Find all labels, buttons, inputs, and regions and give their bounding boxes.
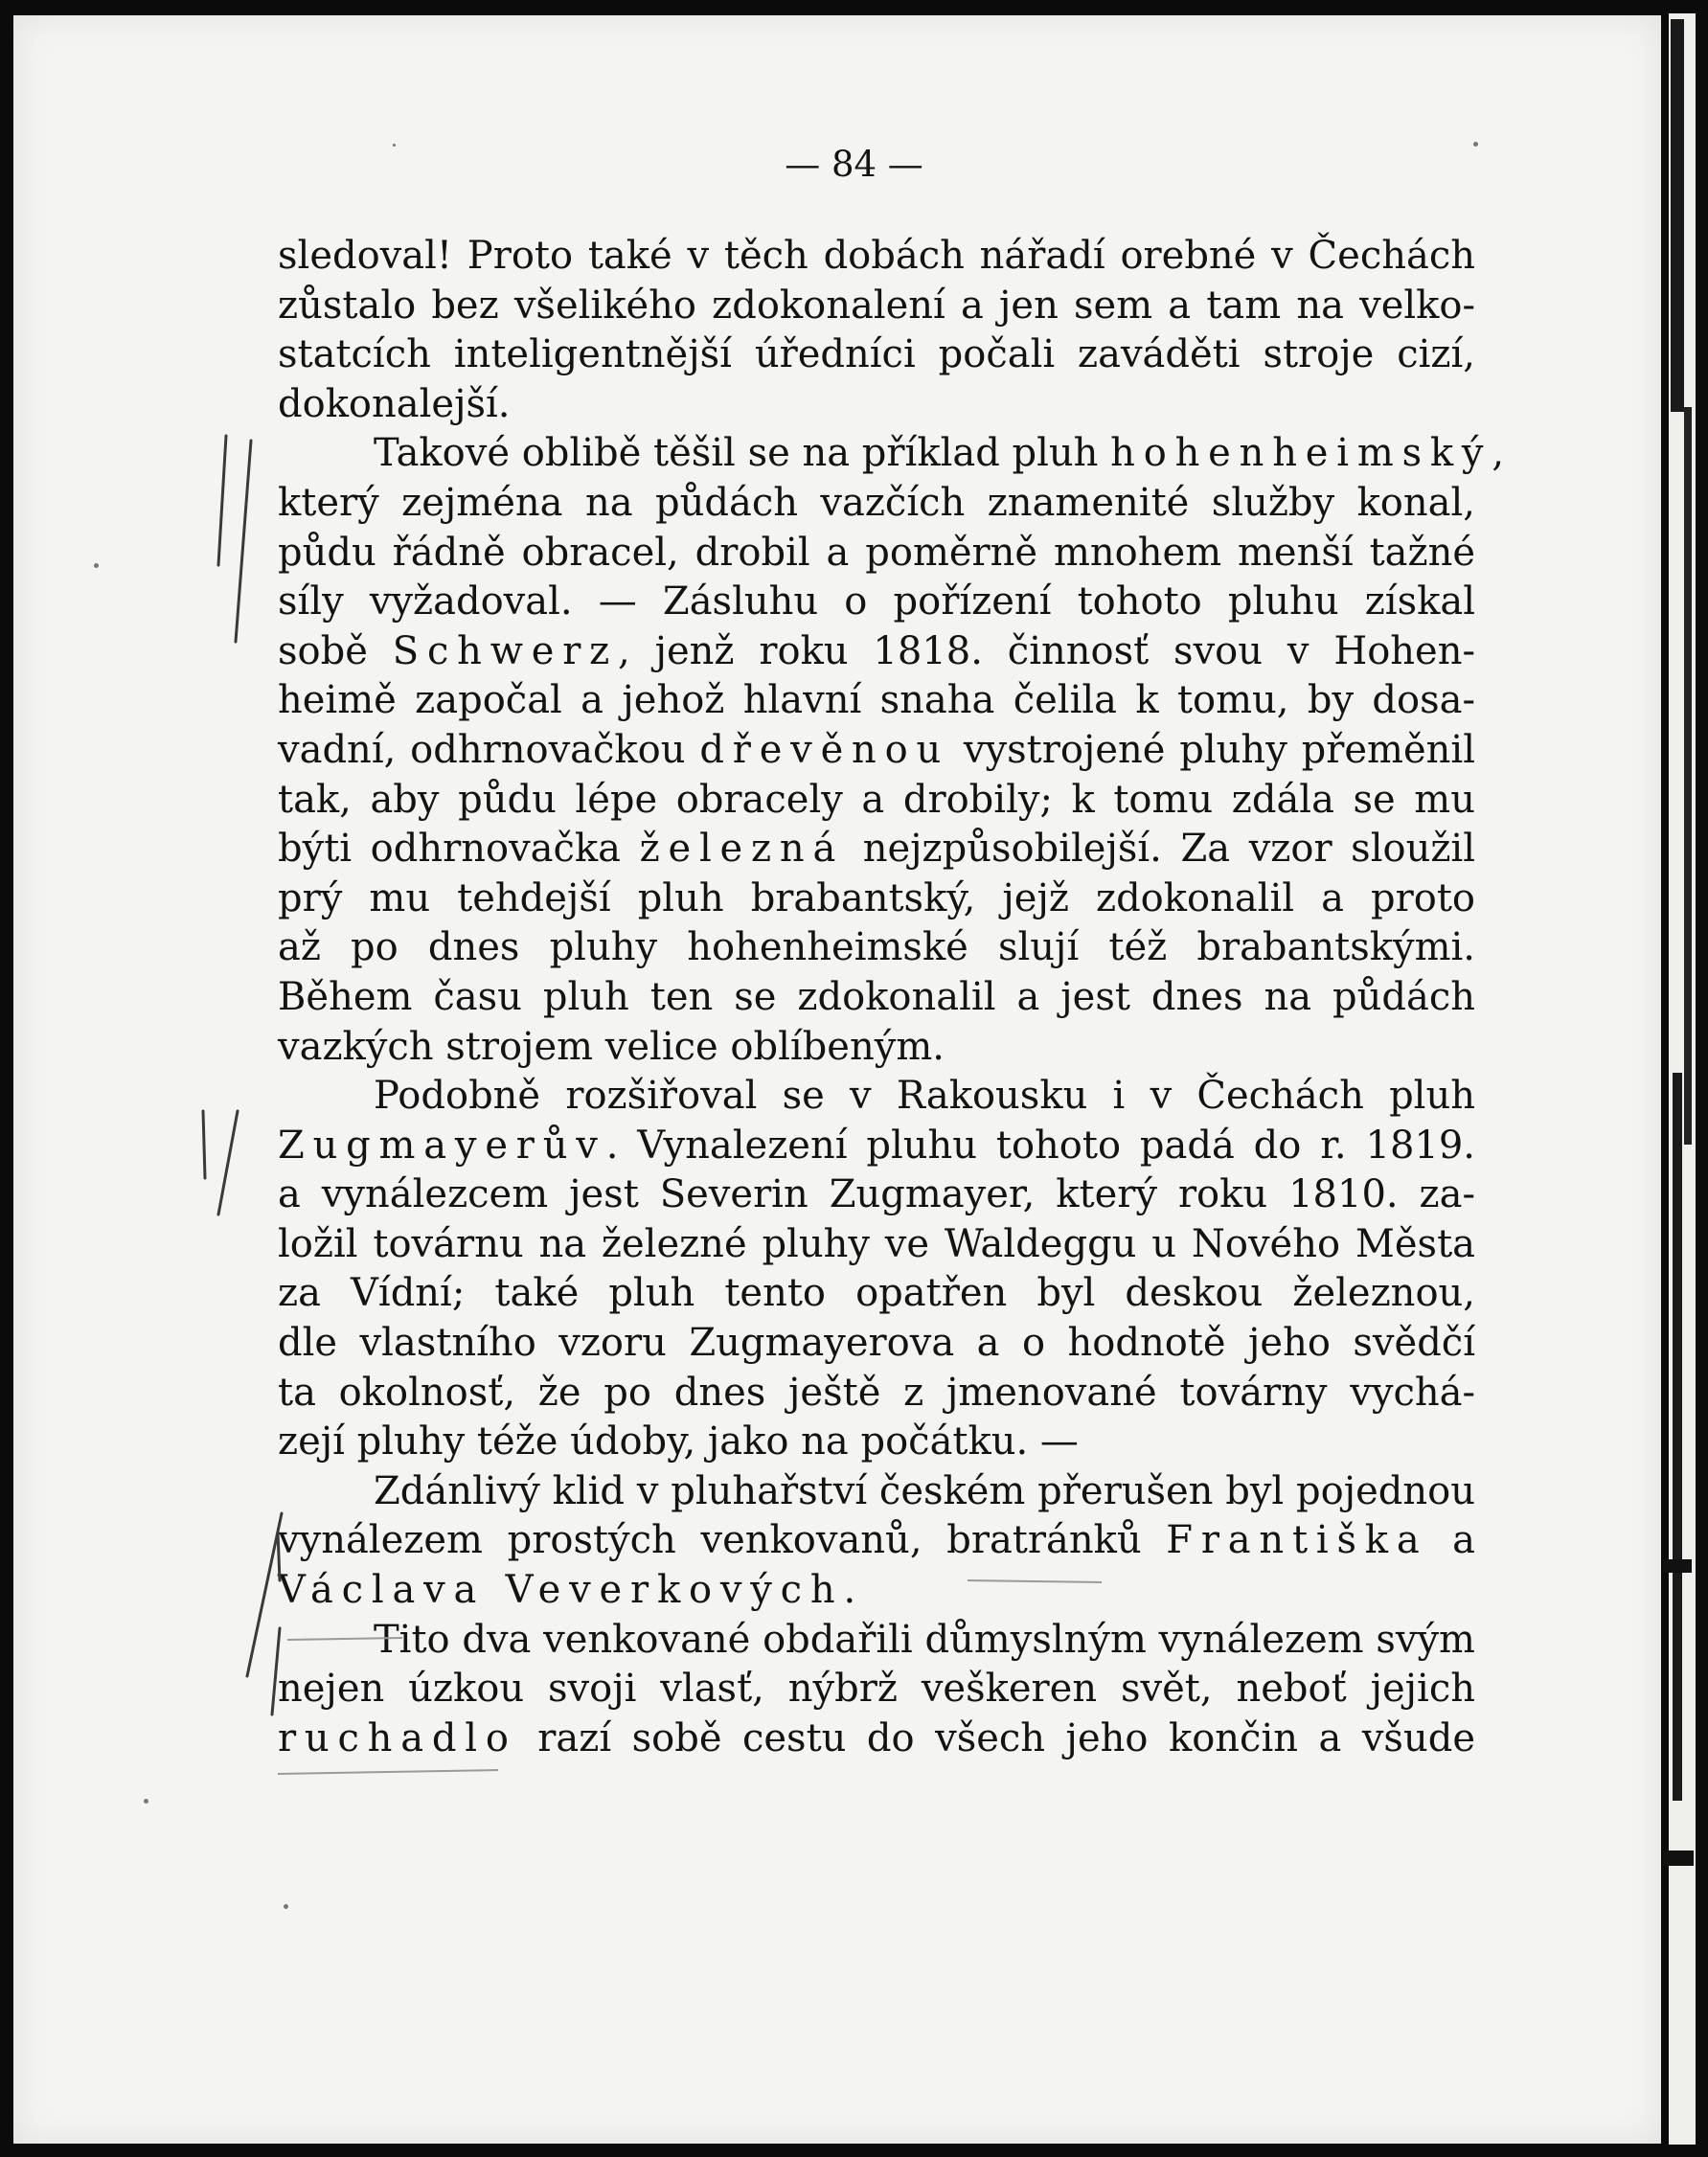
text-segment: , — [1492, 431, 1505, 476]
text-line — [278, 1023, 1475, 1073]
text-line — [278, 676, 1475, 726]
paper-speck — [284, 1904, 288, 1909]
body-text — [278, 232, 1505, 1763]
text-segment: který zejména na půdách vazčích znamenité služby konal, — [278, 480, 1475, 525]
leaf-edge-shadow-bottom — [1673, 1073, 1682, 1801]
paper-speck — [1473, 142, 1478, 147]
text-segment: . — [843, 1568, 856, 1613]
text-segment: a — [1427, 1518, 1476, 1563]
text-segment: heimě započal a jehož hlavní snaha čelila k tomu, by dosa- — [278, 678, 1475, 723]
text-segment: Takové oblibě těšil se na příklad pluh — [374, 431, 1111, 476]
text-line — [278, 1072, 1475, 1122]
text-segment: vazkých strojem velice oblíbeným. — [278, 1024, 945, 1069]
leaf-edge-shadow-top — [1671, 19, 1684, 412]
text-line — [278, 1269, 1475, 1319]
text-segment: zejí pluhy téže údoby, jako na počátku. — — [278, 1419, 1079, 1464]
paper-speck — [393, 144, 396, 147]
spaced-emphasis-text: dřevěnou — [699, 727, 950, 772]
text-segment: Zdánlivý klid v pluhařství českém přerušen byl pojednou — [374, 1468, 1475, 1513]
text-segment: a vynálezcem jest Severin Zugmayer, který roku 1810. za- — [278, 1172, 1475, 1217]
paper-speck — [144, 1799, 148, 1804]
text-line — [278, 1714, 1475, 1764]
text-segment: Tito dva venkované obdařili důmyslným vynálezem svým — [374, 1617, 1475, 1662]
text-line — [278, 874, 1475, 924]
text-segment: Během času pluh ten se zdokonalil a jest dnes na půdách — [278, 974, 1475, 1019]
text-segment: za Vídní; také pluh tento opatřen byl deskou železnou, — [278, 1271, 1475, 1316]
text-segment: vadní, odhrnovačkou — [278, 727, 700, 772]
text-segment: tak, aby půdu lépe obracely a drobily; k tomu zdála se mu — [278, 777, 1475, 822]
text-segment: býti odhrnovačka — [278, 827, 640, 872]
spaced-emphasis-text: ruchadlo — [278, 1715, 517, 1760]
text-segment: razí sobě cestu do všech jeho končin a všude — [516, 1715, 1475, 1760]
spaced-emphasis-text: železná — [639, 827, 845, 872]
spaced-emphasis-text: Schwerz — [392, 628, 619, 673]
spaced-emphasis-text: Františka — [1166, 1518, 1428, 1563]
text-segment: ta okolnosť, že po dnes ještě z jmenované továrny vychá- — [278, 1370, 1475, 1415]
text-line — [278, 1616, 1475, 1666]
text-line — [278, 232, 1475, 282]
text-segment: . Vynalezení pluhu tohoto padá do r. 1819. — [605, 1123, 1475, 1168]
text-segment: sobě — [278, 628, 393, 673]
text-segment: až po dnes pluhy hohenheimské slují též brabantskými. — [278, 925, 1475, 970]
text-line — [278, 1418, 1475, 1467]
text-line — [278, 578, 1475, 627]
paper-speck — [94, 563, 99, 568]
text-line — [278, 429, 1505, 479]
text-segment: nejen úzkou svoji vlasť, nýbrž veškeren svět, neboť jejich — [278, 1667, 1475, 1712]
edge-tab-mark — [1663, 1559, 1692, 1573]
text-segment: vynálezem prostých venkovanů, bratránků — [278, 1518, 1167, 1563]
text-line — [278, 330, 1475, 380]
text-segment: prý mu tehdejší pluh brabantský, jejž zdokonalil a proto — [278, 875, 1475, 920]
text-segment: dle vlastního vzoru Zugmayerova a o hodnotě jeho svědčí — [278, 1321, 1475, 1366]
text-line — [278, 1122, 1475, 1171]
text-line — [278, 1220, 1475, 1270]
text-line — [278, 776, 1475, 826]
text-line — [278, 1319, 1475, 1369]
text-segment: síly vyžadoval. — Zásluhu o pořízení tohoto pluhu získal — [278, 579, 1475, 624]
text-line — [278, 380, 1475, 430]
text-line — [278, 1467, 1475, 1517]
text-line — [278, 726, 1475, 776]
text-line — [278, 973, 1475, 1023]
spaced-emphasis-text: hohenheimský — [1110, 431, 1492, 476]
text-segment: ložil továrnu na železné pluhy ve Waldeggu u Nového Města — [278, 1221, 1475, 1266]
text-line — [278, 825, 1475, 874]
text-line — [278, 479, 1475, 529]
text-line — [278, 1566, 1475, 1616]
text-line — [278, 529, 1475, 579]
text-segment: půdu řádně obracel, drobil a poměrně mnohem menší tažné — [278, 530, 1475, 575]
text-line — [278, 1665, 1475, 1714]
text-segment: dokonalejší. — [278, 381, 511, 426]
leaf-edge-strip — [1684, 407, 1692, 1145]
text-segment: nejzpůsobilejší. Za vzor sloužil — [844, 827, 1475, 872]
text-segment: sledoval! Proto také v těch dobách nářadí orebné v Čechách — [278, 234, 1475, 278]
edge-tab-mark — [1663, 1850, 1694, 1866]
text-line — [278, 282, 1475, 331]
text-segment: vystrojené pluhy přeměnil — [949, 727, 1475, 772]
page-number: — 84 — — [785, 144, 923, 185]
spaced-emphasis-text: Václava Veverkových — [278, 1568, 844, 1613]
text-line — [278, 627, 1475, 677]
text-line — [278, 1369, 1475, 1419]
spaced-emphasis-text: Zugmayerův — [278, 1123, 606, 1168]
text-line — [278, 1170, 1475, 1220]
text-segment: statcích inteligentnější úředníci počali zaváděti stroje cizí, — [278, 332, 1475, 377]
text-line — [278, 923, 1475, 973]
text-segment: zůstalo bez všelikého zdokonalení a jen sem a tam na velko- — [278, 283, 1475, 328]
text-line — [278, 1516, 1475, 1566]
text-segment: , jenž roku 1818. činnosť svou v Hohen- — [618, 628, 1475, 673]
text-segment: Podobně rozšiřoval se v Rakousku i v Čechách pluh — [374, 1074, 1475, 1119]
